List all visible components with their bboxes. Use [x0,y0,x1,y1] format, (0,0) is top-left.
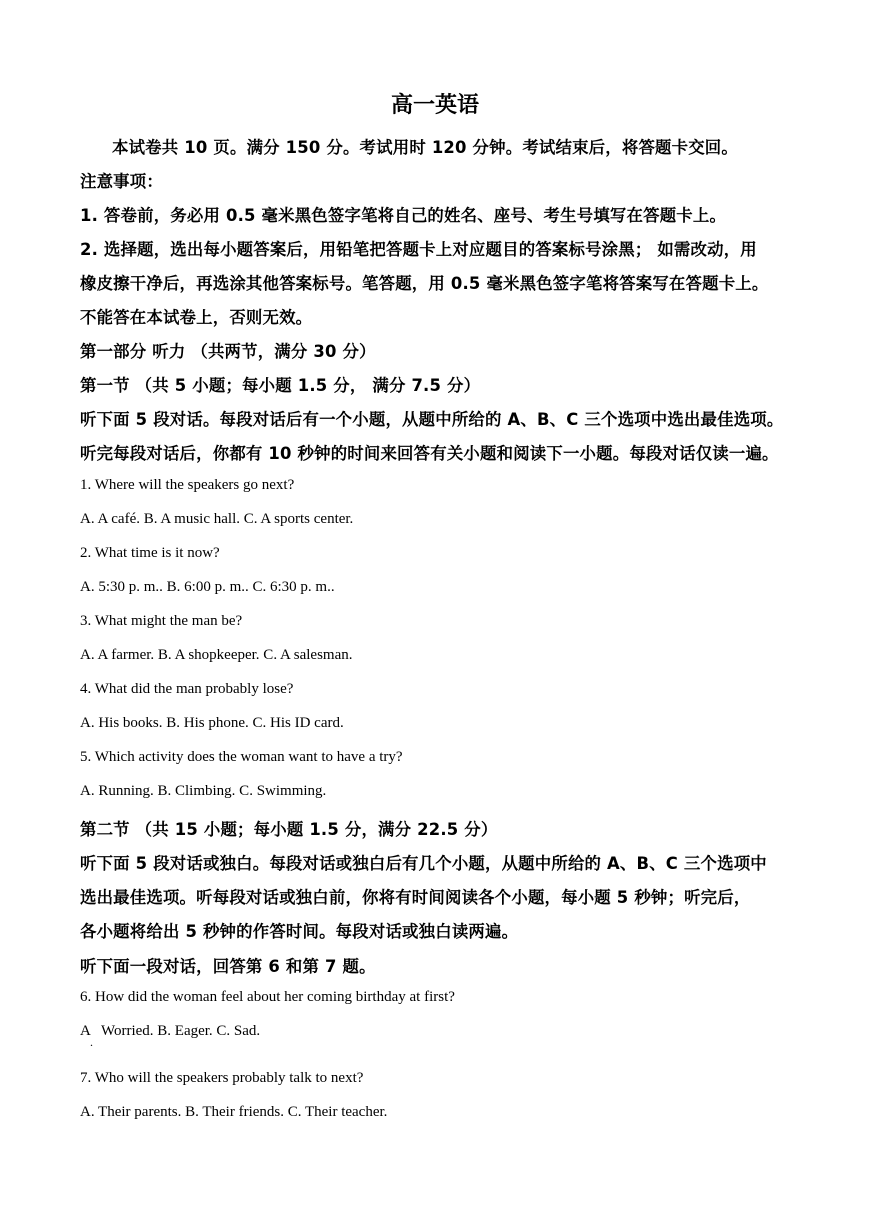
question-1-options: A. A café. B. A music hall. C. A sports center. [80,511,354,527]
note-1: 1. 答卷前，务必用 0.5 毫米黑色签字笔将自己的姓名、座号、考生号填写在答题卡上。 [80,206,727,225]
section-1-instruction-line-1: 听下面 5 段对话。每段对话后有一个小题，从题中所给的 A、B、C 三个选项中选出最佳选项。 [80,410,784,429]
question-2-options: A. 5:30 p. m.. B. 6:00 p. m.. C. 6:30 p. m.. [80,579,335,595]
section-2-heading: 第二节 （共 15 小题；每小题 1.5 分，满分 22.5 分） [80,820,498,839]
question-6: 6. How did the woman feel about her coming birthday at first? [80,989,455,1005]
note-2-line-1: 2. 选择题，选出每小题答案后，用铅笔把答题卡上对应题目的答案标号涂黑； 如需改动，用 [80,240,757,259]
exam-intro: 本试卷共 10 页。满分 150 分。考试用时 120 分钟。考试结束后，将答题卡交回。 [112,138,738,157]
section-1-instruction-line-2: 听完每段对话后，你都有 10 秒钟的时间来回答有关小题和阅读下一小题。每段对话仅读一遍。 [80,444,779,463]
section-2-instruction-line-2: 选出最佳选项。听每段对话或独白前，你将有时间阅读各个小题，每小题 5 秒钟；听完后， [80,888,751,907]
question-3-options: A. A farmer. B. A shopkeeper. C. A salesman. [80,647,353,663]
question-6-option-a-letter: A [80,1023,91,1039]
question-2: 2. What time is it now? [80,545,220,561]
dialog-6-7-instruction: 听下面一段对话，回答第 6 和第 7 题。 [80,957,376,976]
question-7: 7. Who will the speakers probably talk to next? [80,1070,364,1086]
section-2-instruction-line-3: 各小题将给出 5 秒钟的作答时间。每段对话或独白读两遍。 [80,922,519,941]
note-2-line-3: 不能答在本试卷上，否则无效。 [80,308,313,327]
question-5: 5. Which activity does the woman want to have a try? [80,749,403,765]
question-6-options: Worried. B. Eager. C. Sad. [101,1023,261,1039]
section-1-heading: 第一节 （共 5 小题；每小题 1.5 分， 满分 7.5 分） [80,376,481,395]
part-1-heading: 第一部分 听力 （共两节，满分 30 分） [80,342,376,361]
notes-heading: 注意事项： [80,172,163,191]
question-6-misplaced-dot: . [90,1035,93,1049]
question-3: 3. What might the man be? [80,613,243,629]
note-2-line-2: 橡皮擦干净后，再选涂其他答案标号。笔答题，用 0.5 毫米黑色签字笔将答案写在答题卡上。 [80,274,769,293]
section-2-instruction-line-1: 听下面 5 段对话或独白。每段对话或独白后有几个小题，从题中所给的 A、B、C 三个选项中 [80,854,767,873]
question-1: 1. Where will the speakers go next? [80,477,295,493]
question-5-options: A. Running. B. Climbing. C. Swimming. [80,783,327,799]
question-4: 4. What did the man probably lose? [80,681,294,697]
question-7-options: A. Their parents. B. Their friends. C. Their teacher. [80,1104,388,1120]
question-4-options: A. His books. B. His phone. C. His ID card. [80,715,344,731]
page-title: 高一英语 [390,92,479,118]
